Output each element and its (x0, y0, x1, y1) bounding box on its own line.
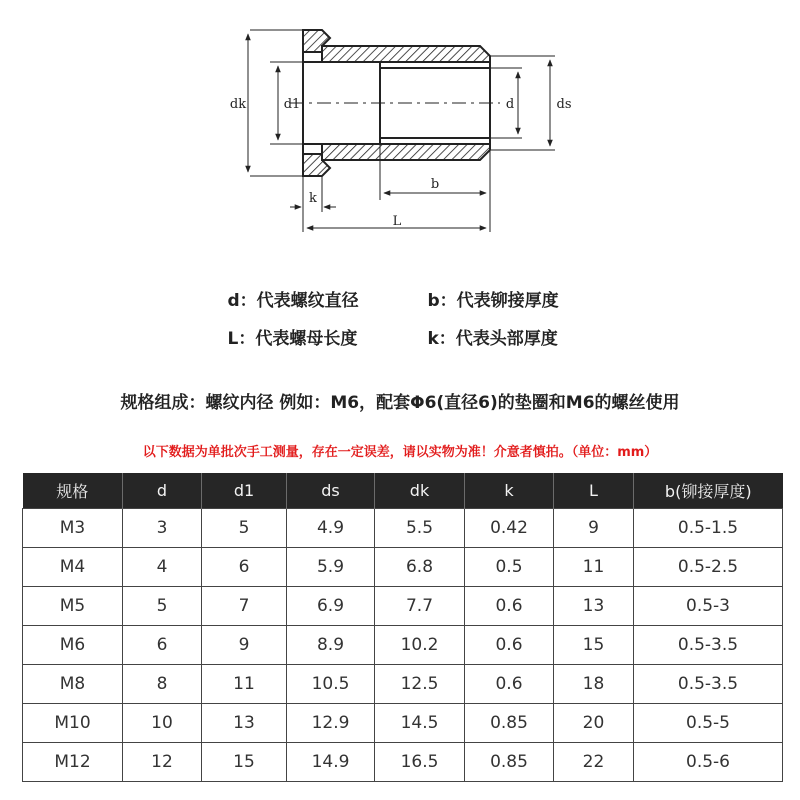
cell-dk: 14.5 (375, 704, 465, 743)
cell-L: 9 (554, 509, 634, 548)
label-dk: dk (229, 97, 247, 112)
header-b: b(铆接厚度) (634, 473, 783, 509)
cell-d: 10 (123, 704, 202, 743)
table-row (23, 743, 783, 782)
table-body (23, 509, 783, 782)
spec-table (22, 473, 783, 782)
cell-b: 0.5-5 (634, 704, 783, 743)
label-d: d (505, 97, 515, 112)
header-size: 规格 (23, 473, 123, 509)
label-ds: ds (556, 97, 572, 112)
cell-L: 18 (554, 665, 634, 704)
cell-k: 0.6 (465, 587, 554, 626)
cell-dk: 10.2 (375, 626, 465, 665)
cell-dk: 6.8 (375, 548, 465, 587)
cell-L: 22 (554, 743, 634, 782)
cell-size: M8 (23, 665, 123, 704)
legend-k: k：代表头部厚度 (427, 329, 558, 349)
cell-d1: 13 (202, 704, 287, 743)
cell-L: 20 (554, 704, 634, 743)
nut-bore (290, 52, 500, 154)
legend-L: L：代表螺母长度 (227, 329, 358, 349)
cell-size: M6 (23, 626, 123, 665)
cell-L: 15 (554, 626, 634, 665)
cell-d1: 15 (202, 743, 287, 782)
cell-dk: 5.5 (375, 509, 465, 548)
cell-ds: 5.9 (287, 548, 375, 587)
cell-b: 0.5-6 (634, 743, 783, 782)
cell-d: 12 (123, 743, 202, 782)
cell-d1: 6 (202, 548, 287, 587)
cell-d: 4 (123, 548, 202, 587)
cell-d1: 9 (202, 626, 287, 665)
cell-ds: 10.5 (287, 665, 375, 704)
header-d: d (123, 473, 202, 509)
cell-d: 3 (123, 509, 202, 548)
cell-k: 0.85 (465, 704, 554, 743)
cell-d1: 5 (202, 509, 287, 548)
cell-k: 0.42 (465, 509, 554, 548)
cell-dk: 7.7 (375, 587, 465, 626)
label-L: L (392, 214, 402, 229)
cell-dk: 16.5 (375, 743, 465, 782)
cell-d1: 7 (202, 587, 287, 626)
cell-L: 13 (554, 587, 634, 626)
legend-d: d：代表螺纹直径 (227, 291, 359, 311)
label-d1: d1 (283, 97, 301, 112)
header-dk: dk (375, 473, 465, 509)
cell-k: 0.6 (465, 626, 554, 665)
spec-description: 规格组成：螺纹内径 例如：M6，配套Φ6(直径6)的垫圈和M6的螺丝使用 (120, 393, 680, 413)
header-d1: d1 (202, 473, 287, 509)
cell-d: 8 (123, 665, 202, 704)
table-row (23, 548, 783, 587)
cell-k: 0.85 (465, 743, 554, 782)
legend-row-1 (0, 286, 800, 311)
cell-ds: 6.9 (287, 587, 375, 626)
cell-ds: 12.9 (287, 704, 375, 743)
cell-dk: 12.5 (375, 665, 465, 704)
cell-ds: 4.9 (287, 509, 375, 548)
rivet-nut-diagram (0, 0, 800, 260)
cell-ds: 14.9 (287, 743, 375, 782)
header-L: L (554, 473, 634, 509)
measurement-note: 以下数据为单批次手工测量，存在一定误差，请以实物为准！介意者慎拍。（单位：mm） (142, 445, 658, 460)
cell-d1: 11 (202, 665, 287, 704)
cell-size: M5 (23, 587, 123, 626)
label-b: b (430, 177, 440, 192)
cell-b: 0.5-3.5 (634, 626, 783, 665)
cell-b: 0.5-3 (634, 587, 783, 626)
cell-k: 0.5 (465, 548, 554, 587)
table-row (23, 665, 783, 704)
cell-d: 5 (123, 587, 202, 626)
table-row (23, 704, 783, 743)
legend-row-2 (0, 324, 800, 349)
table-row (23, 587, 783, 626)
cell-size: M10 (23, 704, 123, 743)
cell-L: 11 (554, 548, 634, 587)
cell-ds: 8.9 (287, 626, 375, 665)
cell-k: 0.6 (465, 665, 554, 704)
cell-b: 0.5-3.5 (634, 665, 783, 704)
cell-d: 6 (123, 626, 202, 665)
table-row (23, 509, 783, 548)
cell-size: M12 (23, 743, 123, 782)
legend-b: b：代表铆接厚度 (427, 291, 559, 311)
cell-b: 0.5-2.5 (634, 548, 783, 587)
nut-section-upper (303, 30, 490, 62)
table-row (23, 626, 783, 665)
cell-size: M4 (23, 548, 123, 587)
header-k: k (465, 473, 554, 509)
table-header-row (23, 473, 783, 509)
nut-section-lower (303, 144, 490, 176)
label-k: k (309, 191, 317, 206)
header-ds: ds (287, 473, 375, 509)
cell-size: M3 (23, 509, 123, 548)
cell-b: 0.5-1.5 (634, 509, 783, 548)
